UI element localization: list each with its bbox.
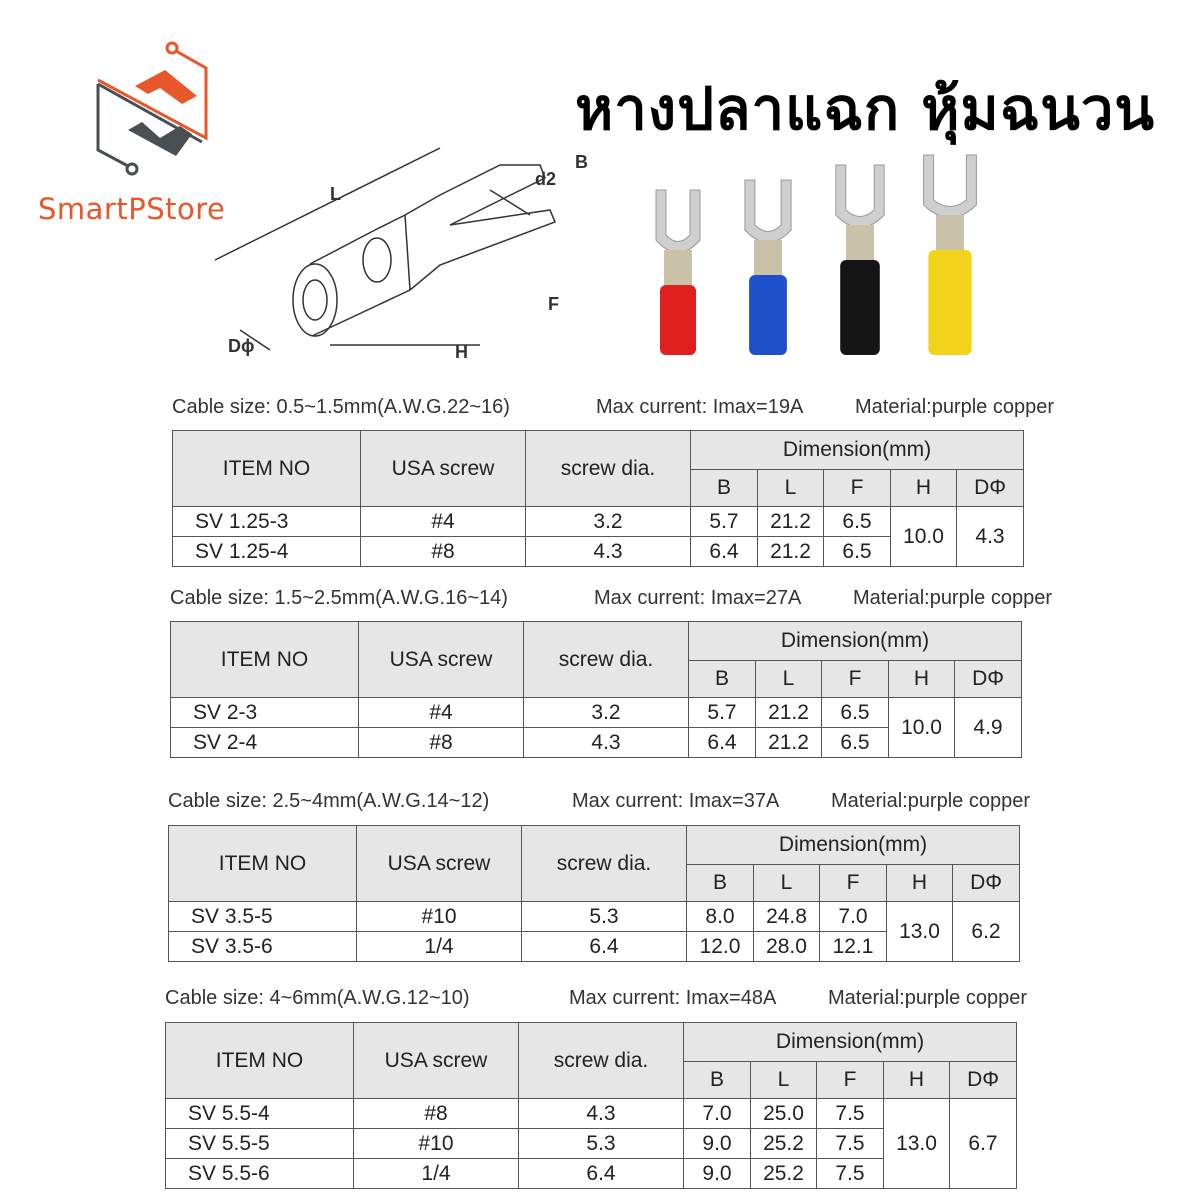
- table-row: [166, 1099, 1017, 1129]
- dim-f: 6.5: [822, 728, 889, 758]
- item-no: SV 3.5-5: [169, 902, 357, 932]
- screw-dia: 4.3: [519, 1099, 684, 1129]
- item-no: SV 5.5-5: [166, 1129, 354, 1159]
- dim-l: 21.2: [756, 728, 822, 758]
- max-current-label: Max current: Imax=48A: [569, 987, 777, 1009]
- header-usa-screw: USA screw: [361, 431, 526, 507]
- table-row: [169, 902, 1020, 932]
- spec-table: [165, 1022, 1017, 1189]
- header-B: B: [684, 1062, 751, 1099]
- table-row: [173, 507, 1024, 537]
- label-d2: d2: [535, 169, 557, 189]
- header-item-no: ITEM NO: [171, 622, 359, 698]
- dim-h: 13.0: [887, 902, 953, 962]
- usa-screw: #10: [354, 1129, 519, 1159]
- item-no: SV 2-3: [171, 698, 359, 728]
- dim-f: 6.5: [822, 698, 889, 728]
- dim-b: 8.0: [687, 902, 754, 932]
- dim-d: 4.3: [957, 507, 1024, 567]
- terminal-photos: [640, 150, 1020, 370]
- screw-dia: 5.3: [519, 1129, 684, 1159]
- header-D: DΦ: [955, 661, 1022, 698]
- header-screw-dia: screw dia.: [524, 622, 689, 698]
- max-current-label: Max current: Imax=27A: [594, 587, 802, 609]
- header-F: F: [824, 470, 891, 507]
- item-no: SV 1.25-4: [173, 537, 361, 567]
- header-D: DΦ: [953, 865, 1020, 902]
- dim-b: 7.0: [684, 1099, 751, 1129]
- header-B: B: [687, 865, 754, 902]
- header-F: F: [822, 661, 889, 698]
- header-screw-dia: screw dia.: [526, 431, 691, 507]
- header-dimension: Dimension(mm): [689, 622, 1022, 661]
- dim-b: 6.4: [691, 537, 758, 567]
- header-usa-screw: USA screw: [359, 622, 524, 698]
- header-H: H: [884, 1062, 950, 1099]
- screw-dia: 5.3: [522, 902, 687, 932]
- item-no: SV 5.5-4: [166, 1099, 354, 1129]
- screw-dia: 4.3: [524, 728, 689, 758]
- dim-l: 25.2: [751, 1159, 817, 1189]
- label-F: F: [548, 294, 559, 314]
- cable-size-label: Cable size: 2.5~4mm(A.W.G.14~12): [168, 790, 490, 812]
- header-H: H: [891, 470, 957, 507]
- header-D: DΦ: [950, 1062, 1017, 1099]
- usa-screw: #4: [359, 698, 524, 728]
- header-item-no: ITEM NO: [166, 1023, 354, 1099]
- header-F: F: [820, 865, 887, 902]
- max-current-label: Max current: Imax=37A: [572, 790, 780, 812]
- usa-screw: #8: [354, 1099, 519, 1129]
- material-label: Material:purple copper: [855, 396, 1054, 418]
- header-screw-dia: screw dia.: [522, 826, 687, 902]
- header-usa-screw: USA screw: [354, 1023, 519, 1099]
- dim-l: 24.8: [754, 902, 820, 932]
- header-D: DΦ: [957, 470, 1024, 507]
- header-F: F: [817, 1062, 884, 1099]
- header-B: B: [691, 470, 758, 507]
- terminal-photo-2: [836, 165, 884, 355]
- dim-f: 7.0: [820, 902, 887, 932]
- header-B: B: [689, 661, 756, 698]
- usa-screw: #8: [359, 728, 524, 758]
- usa-screw: #4: [361, 507, 526, 537]
- dim-b: 12.0: [687, 932, 754, 962]
- header-dimension: Dimension(mm): [684, 1023, 1017, 1062]
- item-no: SV 5.5-6: [166, 1159, 354, 1189]
- usa-screw: 1/4: [357, 932, 522, 962]
- header-dimension: Dimension(mm): [687, 826, 1020, 865]
- dim-d: 4.9: [955, 698, 1022, 758]
- spec-table: [168, 825, 1020, 962]
- cable-size-label: Cable size: 0.5~1.5mm(A.W.G.22~16): [172, 396, 510, 418]
- smartpstore-logo: [80, 38, 220, 188]
- dim-f: 7.5: [817, 1159, 884, 1189]
- usa-screw: 1/4: [354, 1159, 519, 1189]
- dim-f: 6.5: [824, 507, 891, 537]
- table-row: [171, 698, 1022, 728]
- dim-h: 13.0: [884, 1099, 950, 1189]
- dim-h: 10.0: [889, 698, 955, 758]
- header-L: L: [754, 865, 820, 902]
- dim-b: 5.7: [689, 698, 756, 728]
- material-label: Material:purple copper: [828, 987, 1027, 1009]
- terminal-photo-3: [924, 155, 977, 355]
- screw-dia: 3.2: [524, 698, 689, 728]
- dim-f: 12.1: [820, 932, 887, 962]
- dim-l: 25.2: [751, 1129, 817, 1159]
- header-dimension: Dimension(mm): [691, 431, 1024, 470]
- screw-dia: 4.3: [526, 537, 691, 567]
- spec-table: [172, 430, 1024, 567]
- header-item-no: ITEM NO: [173, 431, 361, 507]
- cable-size-label: Cable size: 1.5~2.5mm(A.W.G.16~14): [170, 587, 508, 609]
- header-screw-dia: screw dia.: [519, 1023, 684, 1099]
- dim-b: 9.0: [684, 1159, 751, 1189]
- dim-h: 10.0: [891, 507, 957, 567]
- dim-f: 7.5: [817, 1099, 884, 1129]
- dim-b: 6.4: [689, 728, 756, 758]
- header-H: H: [889, 661, 955, 698]
- terminal-photo-0: [656, 190, 700, 355]
- item-no: SV 3.5-6: [169, 932, 357, 962]
- dim-b: 9.0: [684, 1129, 751, 1159]
- header-item-no: ITEM NO: [169, 826, 357, 902]
- spec-table: [170, 621, 1022, 758]
- dim-d: 6.2: [953, 902, 1020, 962]
- page-title: หางปลาแฉก หุ้มฉนวน: [575, 75, 1156, 143]
- label-H: H: [455, 342, 468, 362]
- header-L: L: [751, 1062, 817, 1099]
- cable-size-label: Cable size: 4~6mm(A.W.G.12~10): [165, 987, 470, 1009]
- dim-l: 28.0: [754, 932, 820, 962]
- dim-f: 6.5: [824, 537, 891, 567]
- dim-l: 25.0: [751, 1099, 817, 1129]
- header-L: L: [756, 661, 822, 698]
- material-label: Material:purple copper: [853, 587, 1052, 609]
- header-H: H: [887, 865, 953, 902]
- max-current-label: Max current: Imax=19A: [596, 396, 804, 418]
- label-B: B: [575, 152, 588, 172]
- header-usa-screw: USA screw: [357, 826, 522, 902]
- dim-b: 5.7: [691, 507, 758, 537]
- dim-f: 7.5: [817, 1129, 884, 1159]
- dim-l: 21.2: [758, 507, 824, 537]
- dim-l: 21.2: [756, 698, 822, 728]
- screw-dia: 3.2: [526, 507, 691, 537]
- usa-screw: #8: [361, 537, 526, 567]
- terminal-dimension-diagram: [200, 140, 600, 370]
- dim-l: 21.2: [758, 537, 824, 567]
- header-L: L: [758, 470, 824, 507]
- item-no: SV 1.25-3: [173, 507, 361, 537]
- label-L: L: [330, 184, 341, 204]
- material-label: Material:purple copper: [831, 790, 1030, 812]
- dim-d: 6.7: [950, 1099, 1017, 1189]
- terminal-photo-1: [745, 180, 791, 355]
- usa-screw: #10: [357, 902, 522, 932]
- screw-dia: 6.4: [522, 932, 687, 962]
- screw-dia: 6.4: [519, 1159, 684, 1189]
- brand-name: SmartPStore: [38, 192, 226, 226]
- item-no: SV 2-4: [171, 728, 359, 758]
- label-D: Dϕ: [228, 336, 255, 356]
